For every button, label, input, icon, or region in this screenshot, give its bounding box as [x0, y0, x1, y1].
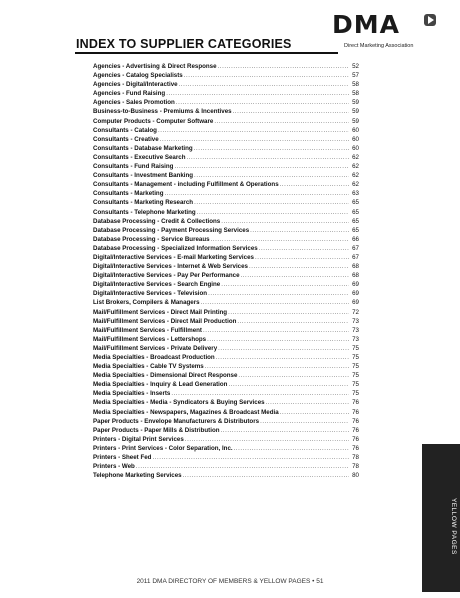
logo-tagline: Direct Marketing Association — [344, 43, 414, 49]
entry-label: Agencies - Catalog Specialists — [93, 72, 183, 80]
dot-leader — [280, 181, 349, 190]
dot-leader — [158, 127, 349, 136]
index-entry — [93, 426, 359, 435]
entry-page-number: 76 — [352, 444, 359, 452]
index-entry — [93, 244, 359, 253]
index-entry — [93, 162, 359, 171]
entry-page-number: 75 — [352, 354, 359, 361]
index-entry — [93, 135, 359, 144]
page-footer: 2011 DMA DIRECTORY OF MEMBERS & YELLOW PAGES • 51 — [136, 578, 324, 585]
entry-page-number: 75 — [352, 363, 359, 371]
dot-leader — [207, 336, 349, 345]
entry-label: Consultants - Marketing — [93, 190, 164, 198]
entry-page-number: 62 — [352, 181, 359, 189]
dot-leader — [208, 290, 349, 299]
index-entry — [93, 353, 359, 362]
entry-label: Consultants - Creative — [93, 135, 159, 143]
index-entry — [93, 80, 359, 89]
dot-leader — [221, 427, 349, 436]
entry-label: Agencies - Fund Raising — [93, 90, 166, 98]
entry-label: Mail/Fulfillment Services - Private Delivery — [93, 344, 218, 352]
index-entry — [93, 117, 359, 126]
index-entry — [93, 471, 359, 480]
entry-label: Media Specialties - Newspapers, Magazines & Broadcast Media — [93, 408, 279, 416]
index-entry — [93, 189, 359, 198]
index-entry — [93, 107, 359, 116]
entry-page-number: 69 — [352, 281, 359, 289]
dot-leader — [241, 272, 349, 281]
entry-page-number: 76 — [352, 408, 359, 416]
index-entry — [93, 198, 359, 207]
dot-leader — [221, 281, 349, 290]
entry-page-number: 75 — [352, 344, 359, 352]
entry-label: Consultants - Management - including Fulfillment & Operations — [93, 181, 279, 189]
entry-page-number: 68 — [352, 263, 359, 271]
index-entry — [93, 344, 359, 353]
entry-label: Consultants - Database Marketing — [93, 144, 193, 152]
entry-page-number: 59 — [352, 108, 359, 116]
entry-label: Printers - Sheet Fed — [93, 454, 152, 462]
entry-page-number: 62 — [352, 153, 359, 161]
title-rule — [75, 52, 338, 54]
entry-label: Database Processing - Specialized Information Services — [93, 244, 258, 252]
index-entry — [93, 180, 359, 189]
entry-page-number: 75 — [352, 372, 359, 380]
entry-label: Computer Products - Computer Software — [93, 117, 214, 125]
entry-page-number: 57 — [352, 72, 359, 80]
dot-leader — [194, 145, 349, 154]
entry-label: Media Specialties - Dimensional Direct Response — [93, 372, 238, 380]
entry-label: Printers - Web — [93, 463, 135, 471]
dot-leader — [238, 372, 349, 381]
dot-leader — [259, 245, 349, 254]
index-entry — [93, 417, 359, 426]
entry-label: Mail/Fulfillment Services - Direct Mail Printing — [93, 308, 228, 316]
entry-page-number: 80 — [352, 472, 359, 480]
entry-page-number: 76 — [352, 399, 359, 407]
entry-label: Agencies - Sales Promotion — [93, 99, 175, 107]
index-entry — [93, 389, 359, 398]
index-entry — [93, 298, 359, 307]
entry-label: Mail/Fulfillment Services - Lettershops — [93, 335, 207, 343]
entry-label: Agencies - Digital/Interactive — [93, 81, 178, 89]
dot-leader — [280, 409, 349, 418]
entry-page-number: 76 — [352, 435, 359, 443]
entry-label: Database Processing - Service Bureaus — [93, 235, 210, 243]
index-entry — [93, 271, 359, 280]
dot-leader — [249, 263, 349, 272]
category-index-list — [93, 62, 359, 480]
index-entry — [93, 235, 359, 244]
index-entry — [93, 326, 359, 335]
entry-page-number: 72 — [352, 308, 359, 316]
index-entry — [93, 408, 359, 417]
index-entry — [93, 144, 359, 153]
entry-page-number: 76 — [352, 426, 359, 434]
entry-label: Database Processing - Payment Processing Services — [93, 226, 250, 234]
index-entry — [93, 71, 359, 80]
entry-page-number: 78 — [352, 463, 359, 471]
entry-page-number: 65 — [352, 217, 359, 225]
dot-leader — [187, 154, 350, 163]
entry-label: Consultants - Marketing Research — [93, 199, 194, 207]
dot-leader — [152, 454, 349, 463]
entry-label: Database Processing - Credit & Collections — [93, 217, 221, 225]
entry-label: List Brokers, Compilers & Managers — [93, 299, 200, 307]
entry-label: Telephone Marketing Services — [93, 472, 182, 480]
dot-leader — [179, 81, 349, 90]
dot-leader — [218, 63, 349, 72]
entry-label: Digital/Interactive Services - Search Engine — [93, 281, 221, 289]
entry-page-number: 69 — [352, 299, 359, 307]
play-arrow-icon — [424, 14, 436, 26]
entry-page-number: 65 — [352, 199, 359, 207]
index-entry — [93, 380, 359, 389]
entry-label: Paper Products - Envelope Manufacturers & Distributors — [93, 417, 260, 425]
dot-leader — [218, 345, 349, 354]
index-entry — [93, 62, 359, 71]
dot-leader — [234, 445, 349, 454]
section-side-tab — [422, 444, 460, 592]
dot-leader — [203, 327, 349, 336]
entry-page-number: 65 — [352, 226, 359, 234]
entry-label: Digital/Interactive Services - Internet & Web Services — [93, 263, 248, 271]
index-entry — [93, 453, 359, 462]
entry-page-number: 68 — [352, 272, 359, 280]
entry-page-number: 60 — [352, 135, 359, 143]
entry-label: Consultants - Catalog — [93, 126, 157, 134]
entry-label: Mail/Fulfillment Services - Fulfillment — [93, 326, 202, 334]
dot-leader — [216, 354, 349, 363]
index-entry — [93, 435, 359, 444]
index-entry — [93, 153, 359, 162]
index-entry — [93, 462, 359, 471]
entry-label: Media Specialties - Cable TV Systems — [93, 363, 204, 371]
entry-label: Printers - Digital Print Services — [93, 435, 184, 443]
page-title: INDEX TO SUPPLIER CATEGORIES — [76, 37, 292, 51]
dot-leader — [260, 418, 349, 427]
entry-label: Media Specialties - Inquiry & Lead Generation — [93, 381, 228, 389]
index-entry — [93, 280, 359, 289]
entry-page-number: 73 — [352, 335, 359, 343]
dot-leader — [233, 108, 349, 117]
entry-label: Consultants - Investment Banking — [93, 172, 194, 180]
entry-page-number: 73 — [352, 326, 359, 334]
dot-leader — [184, 72, 349, 81]
entry-label: Paper Products - Paper Mills & Distribution — [93, 426, 220, 434]
entry-page-number: 60 — [352, 144, 359, 152]
index-entry — [93, 371, 359, 380]
entry-page-number: 73 — [352, 317, 359, 325]
logo-text: DMA — [332, 10, 400, 39]
index-entry — [93, 217, 359, 226]
entry-page-number: 58 — [352, 90, 359, 98]
entry-label: Consultants - Executive Search — [93, 153, 186, 161]
entry-page-number: 76 — [352, 417, 359, 425]
dot-leader — [255, 254, 349, 263]
entry-label: Agencies - Advertising & Direct Response — [93, 63, 217, 70]
entry-page-number: 75 — [352, 381, 359, 389]
entry-label: Printers - Print Services - Color Separation, Inc. — [93, 444, 233, 452]
index-entry — [93, 308, 359, 317]
entry-page-number: 66 — [352, 235, 359, 243]
entry-page-number: 65 — [352, 208, 359, 216]
dot-leader — [214, 118, 349, 127]
index-entry — [93, 444, 359, 453]
dot-leader — [237, 318, 349, 327]
index-entry — [93, 226, 359, 235]
index-entry — [93, 262, 359, 271]
entry-label: Media Specialties - Inserts — [93, 390, 171, 398]
entry-page-number: 62 — [352, 172, 359, 180]
entry-label: Consultants - Fund Raising — [93, 163, 174, 171]
entry-label: Business-to-Business - Premiums & Incentives — [93, 108, 232, 116]
entry-page-number: 75 — [352, 390, 359, 398]
index-entry — [93, 253, 359, 262]
entry-page-number: 69 — [352, 290, 359, 298]
index-entry — [93, 171, 359, 180]
entry-page-number: 63 — [352, 190, 359, 198]
entry-label: Digital/Interactive Services - Pay Per Performance — [93, 272, 240, 280]
entry-page-number: 62 — [352, 163, 359, 171]
entry-label: Digital/Interactive Services - Television — [93, 290, 208, 298]
index-entry — [93, 208, 359, 217]
index-entry — [93, 335, 359, 344]
entry-label: Consultants - Telephone Marketing — [93, 208, 196, 216]
dma-logo — [332, 10, 442, 49]
entry-page-number: 60 — [352, 126, 359, 134]
dot-leader — [250, 227, 349, 236]
index-entry — [93, 362, 359, 371]
dot-leader — [194, 199, 349, 208]
entry-page-number: 52 — [352, 63, 359, 70]
index-entry — [93, 289, 359, 298]
index-entry — [93, 398, 359, 407]
entry-label: Mail/Fulfillment Services - Direct Mail Production — [93, 317, 237, 325]
entry-label: Media Specialties - Media - Syndicators & Buying Services — [93, 399, 265, 407]
entry-page-number: 59 — [352, 117, 359, 125]
dot-leader — [228, 309, 349, 318]
entry-label: Digital/Interactive Services - E-mail Marketing Services — [93, 253, 254, 261]
dot-leader — [174, 163, 349, 172]
entry-label: Media Specialties - Broadcast Production — [93, 354, 215, 361]
side-tab-label: YELLOW PAGES — [450, 497, 457, 555]
entry-page-number: 67 — [352, 253, 359, 261]
entry-page-number: 58 — [352, 81, 359, 89]
entry-page-number: 67 — [352, 244, 359, 252]
dot-leader — [228, 381, 349, 390]
index-entry — [93, 317, 359, 326]
entry-page-number: 78 — [352, 454, 359, 462]
entry-page-number: 59 — [352, 99, 359, 107]
dot-leader — [166, 90, 349, 99]
dot-leader — [183, 472, 349, 481]
index-entry — [93, 89, 359, 98]
index-entry — [93, 98, 359, 107]
index-entry — [93, 126, 359, 135]
